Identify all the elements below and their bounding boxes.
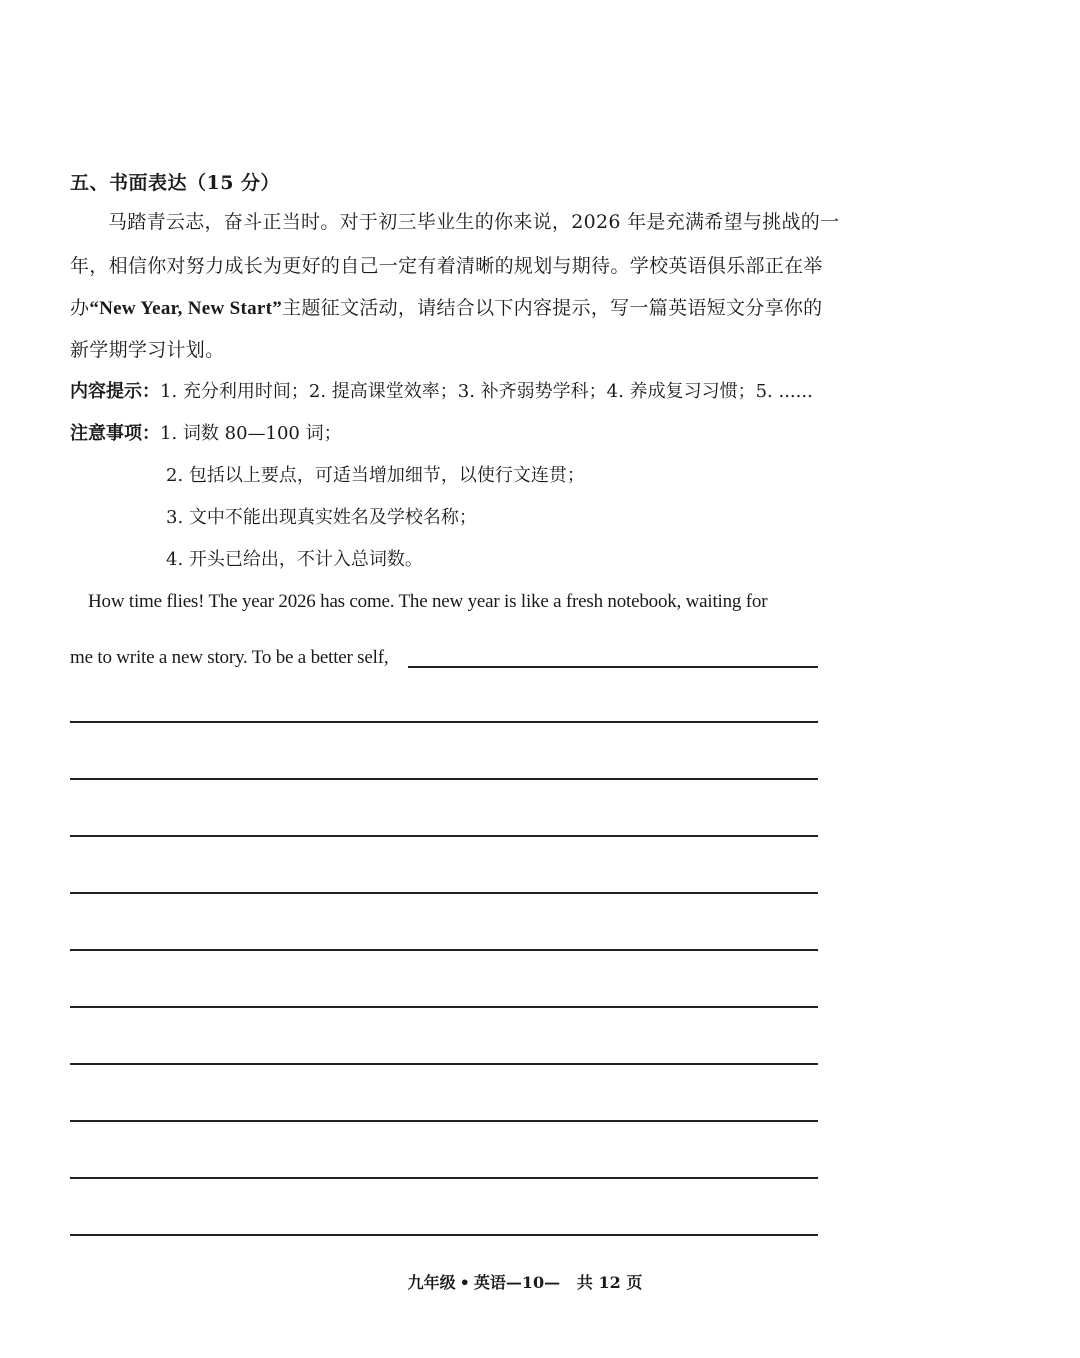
answer-line[interactable]	[70, 721, 818, 723]
answer-line[interactable]	[70, 835, 818, 837]
note-item-2: 2. 包括以上要点，可适当增加细节，以使行文连贯；	[166, 465, 585, 486]
prompt-line-2: 年，相信你对努力成长为更好的自己一定有着清晰的规划与期待。学校英语俱乐部正在举	[70, 255, 823, 277]
answer-line[interactable]	[70, 1120, 818, 1122]
content-hints	[70, 378, 813, 406]
answer-line[interactable]	[70, 778, 818, 780]
prompt-line-3-suffix: 主题征文活动，请结合以下内容提示，写一篇英语短文分享你的	[282, 297, 823, 319]
starter-line-1: How time flies! The year 2026 has come. The new year is like a fresh notebook, waiting for	[88, 591, 768, 612]
footer-dot: •	[459, 1273, 470, 1292]
prompt-line-4: 新学期学习计划。	[70, 339, 225, 361]
content-hints-label: 内容提示：	[70, 381, 160, 402]
notes-header	[70, 420, 342, 448]
footer-total-pages: 共 12 页	[576, 1273, 643, 1292]
answer-line[interactable]	[70, 892, 818, 894]
answer-line[interactable]	[70, 1234, 818, 1236]
answer-blank-inline[interactable]	[408, 666, 818, 668]
starter-line-2: me to write a new story. To be a better self,	[70, 647, 389, 668]
note-item-4: 4. 开头已给出，不计入总词数。	[166, 549, 423, 570]
page-footer	[0, 1270, 1080, 1293]
content-hints-text: 1. 充分利用时间；2. 提高课堂效率；3. 补齐弱势学科；4. 养成复习习惯；5. ......	[160, 381, 813, 402]
footer-page-number: 英语—10—	[473, 1273, 561, 1292]
prompt-line-1: 马踏青云志，奋斗正当时。对于初三毕业生的你来说，2026 年是充满希望与挑战的一	[108, 211, 840, 233]
footer-grade: 九年级	[407, 1273, 456, 1292]
section-title: 五、书面表达（15 分）	[70, 172, 281, 194]
answer-line[interactable]	[70, 1063, 818, 1065]
answer-line[interactable]	[70, 1177, 818, 1179]
answer-line[interactable]	[70, 949, 818, 951]
notes-label: 注意事项：	[70, 423, 160, 444]
note-item-1: 1. 词数 80—100 词；	[160, 423, 342, 444]
answer-line[interactable]	[70, 1006, 818, 1008]
prompt-line-3-prefix: 办	[70, 297, 90, 319]
theme-title: “New Year, New Start”	[89, 298, 283, 319]
note-item-3: 3. 文中不能出现真实姓名及学校名称；	[166, 507, 477, 528]
prompt-line-3	[70, 294, 823, 323]
